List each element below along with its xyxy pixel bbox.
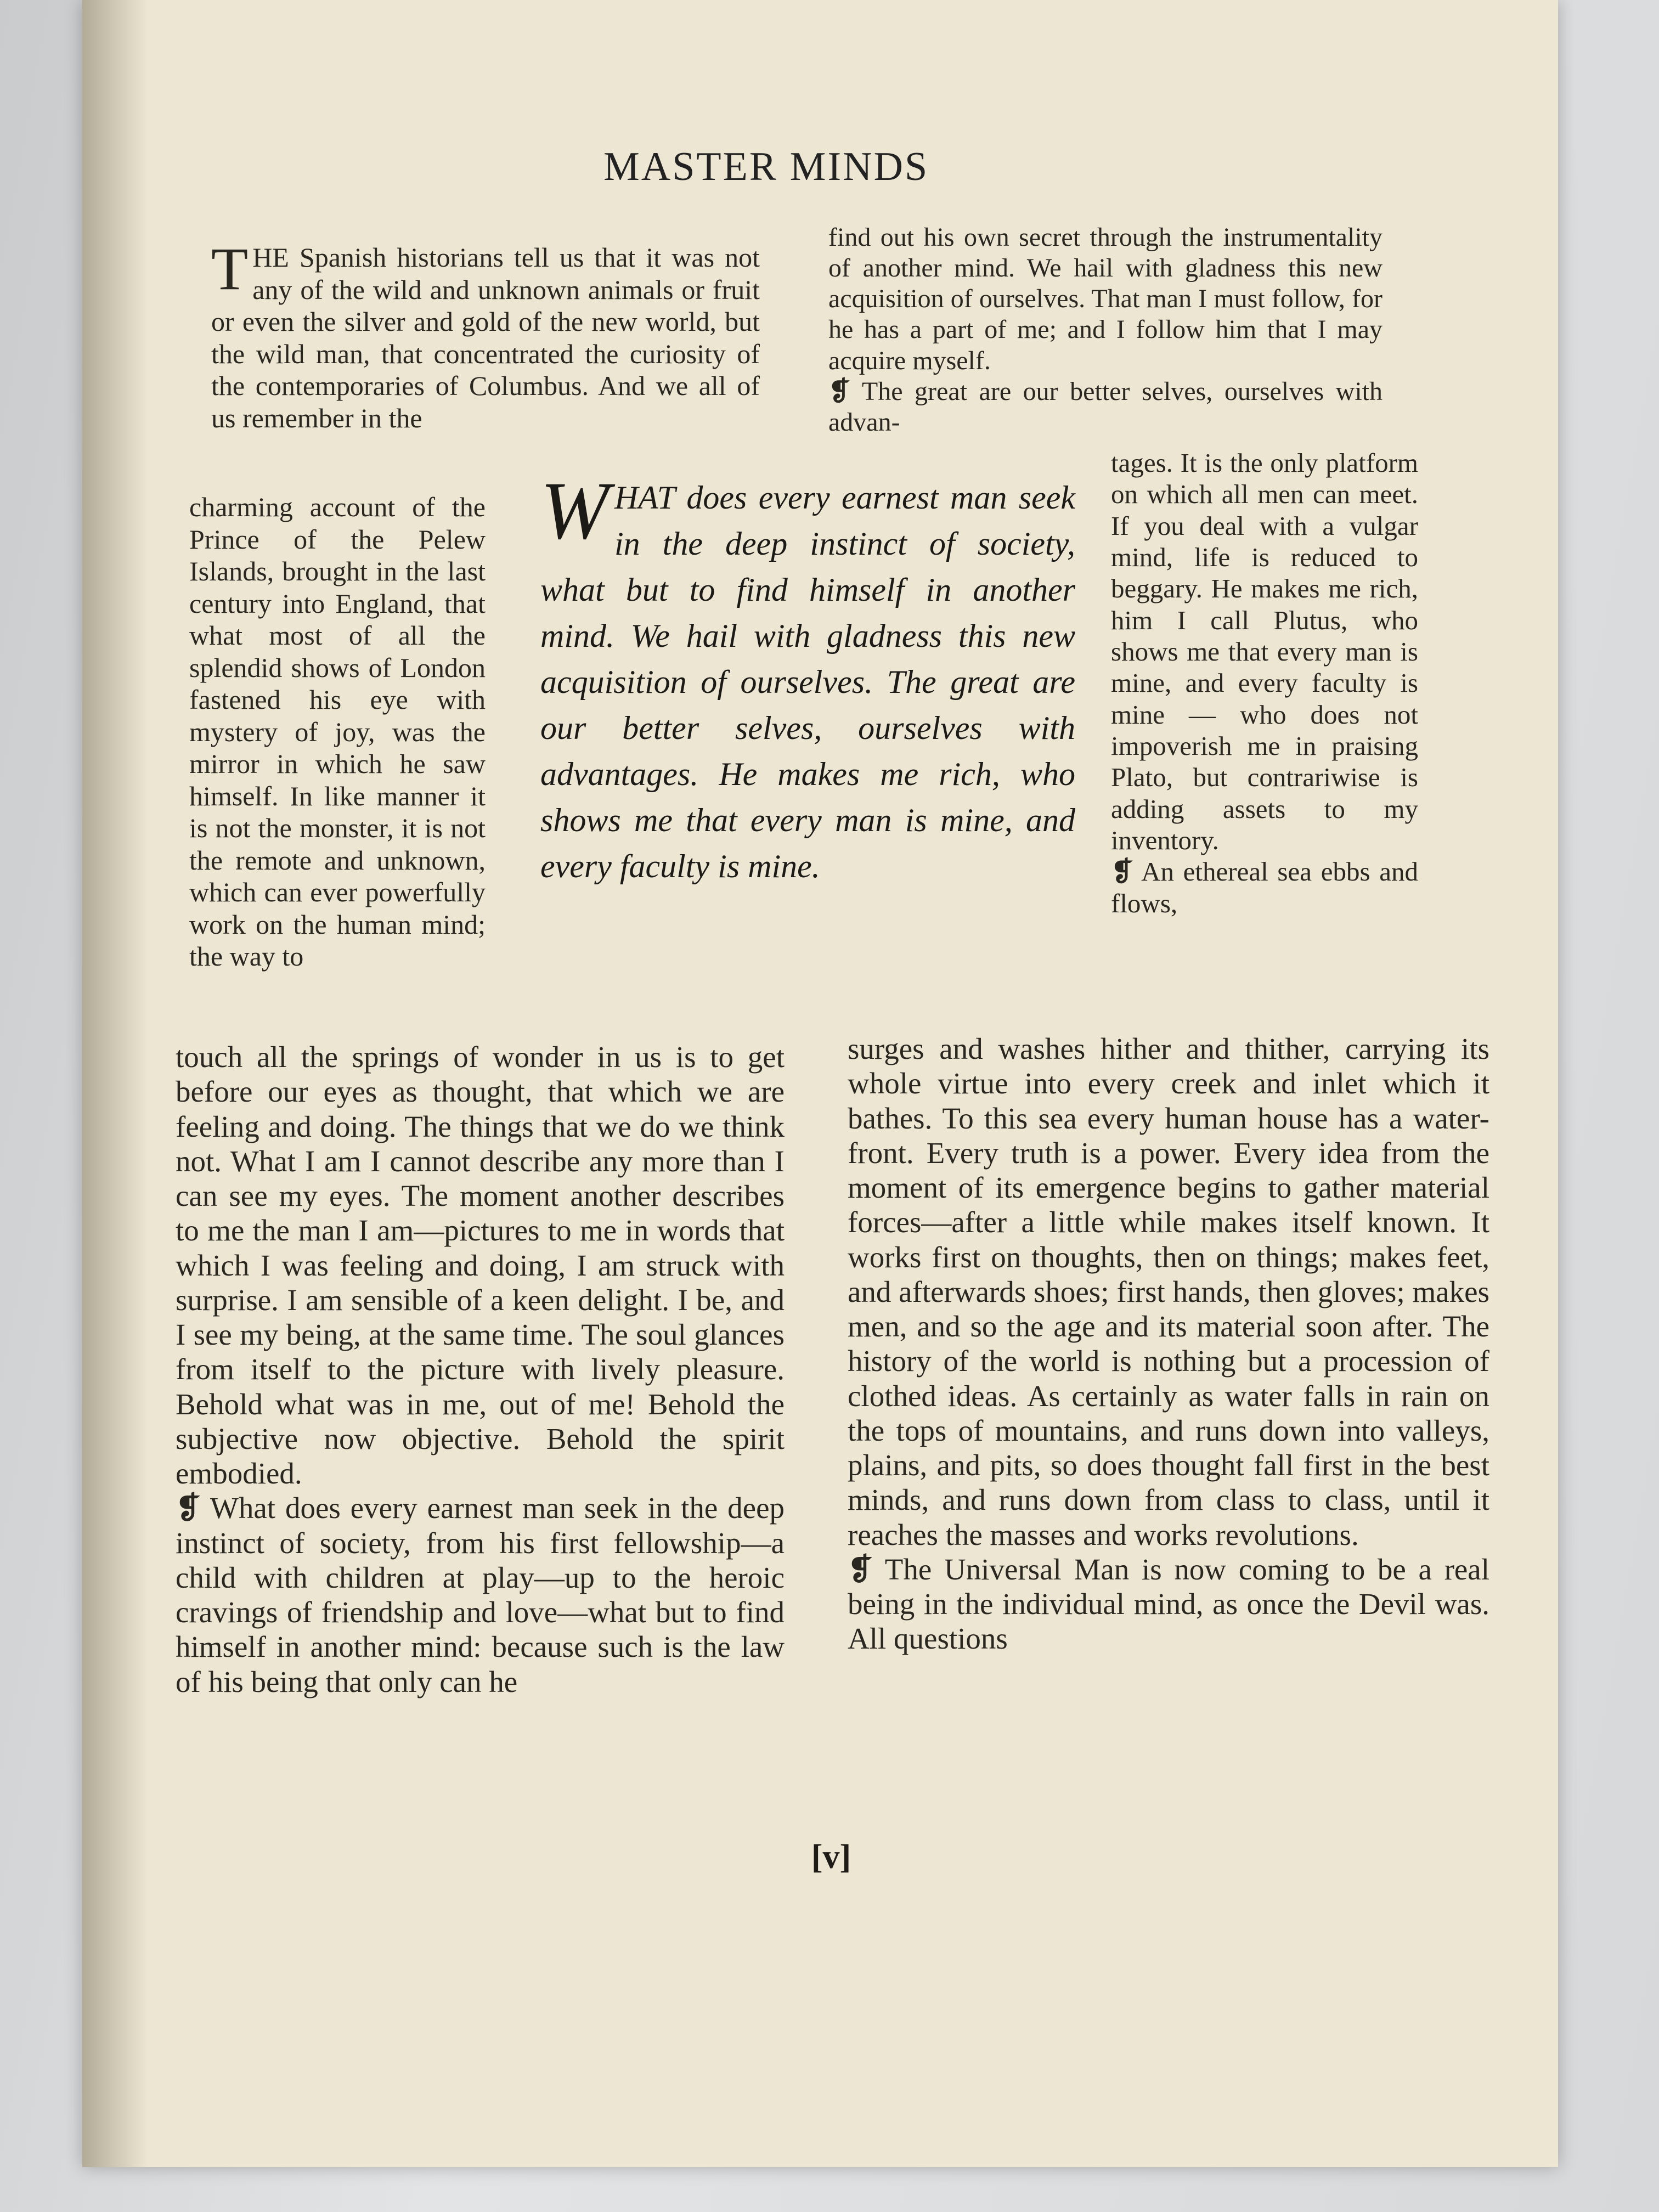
paragraph-text: charming account of the Prince of the Pelew Islands, brought in the last century into England, that what most of all the splendid shows of London fastened his eye with mystery of joy, was the mirror in which he saw himself. In like manner it is not the monster, it is not the remote and unknown, which can ever powerfully work on the human mind; the way to [189,492,486,972]
page-number: [v] [811,1838,851,1876]
paragraph-text: The Universal Man is now coming to be a real being in the individual mind, as once the Devil was. All questions [848,1552,1490,1656]
column-top-left [211,235,760,434]
pull-quote-text: HAT does every earnest man seek in the deep instinct of society, what but to find himself in another mind. We hail with gladness this new acquisition of ourselves. The great are our better selves, ourselves with advantages. He makes me rich, who shows me that every man is mine, and every faculty is mine. [540,479,1075,884]
page-title: MASTER MINDS [603,144,929,189]
column-mid-left [189,491,486,973]
paragraph-mark-icon: ❡ [176,1491,201,1525]
paragraph-text: The great are our better selves, ourselves with advan- [828,376,1383,437]
pull-quote [540,465,1075,889]
paragraph-mark-icon: ❡ [1111,856,1134,887]
column-bottom-right [848,1031,1489,1656]
gutter-shadow [82,0,148,2167]
paragraph-text: tages. It is the only platform on which all men can meet. If you deal with a vulgar mind, life is reduced to beggary. He makes me rich, him I call Plutus, who shows me that every man is mine, and every faculty is mine — who does not impoverish me in praising Plato, but contrariwise is adding assets to my inventory. [1111,448,1418,855]
pull-quote-drop-cap: W [540,465,609,556]
paragraph-text: HE Spanish historians tell us that it was not any of the wild and unknown animals or fruit or even the silver and gold of the new world, but the wild man, that concentrated the curiosity of the contemporaries of Columbus. And we all of us remember in the [211,242,760,433]
column-mid-right [1111,447,1418,919]
paragraph-text: touch all the springs of wonder in us is to get before our eyes as thought, that which we are feeling and doing. The things that we do we think not. What I am I cannot describe any more than I can see my eyes. The moment another describes to me the man I am—pictures to me in words that which I was feeling and doing, I am struck with surprise. I am sensible of a keen delight. I be, and I see my being, at the same time. The soul glances from itself to the picture with lively pleasure. Behold what was in me, out of me! Behold the subjective now objective. Behold the spirit embodied. [176,1040,785,1490]
drop-cap: T [211,235,249,302]
paragraph-mark-icon: ❡ [828,376,851,406]
column-bottom-left [176,1040,785,1699]
paragraph-text: What does every earnest man seek in the deep instinct of society, from his first fellowship—a child with children at play—up to the heroic cravings of friendship and love—what but to find himself in another mind: because such is the law of his being that only can he [176,1491,785,1699]
paragraph-text: surges and washes hither and thither, carrying its whole virtue into every creek and inlet which it bathes. To this sea every human house has a water-front. Every truth is a power. Every idea from the moment of its emergence begins to gather material forces—after a little while makes itself known. It works first on thoughts, then on things; makes feet, and afterwards shoes; first hands, then gloves; makes men, and so the age and its material soon after. The history of the world is nothing but a procession of clothed ideas. As certainly as water falls in rain on the tops of mountains, and runs down into valleys, plains, and pits, so does thought fall first in the best minds, and runs down from class to class, until it reaches the masses and works revolutions. [848,1032,1489,1551]
paragraph-text: An ethereal sea ebbs and flows, [1111,856,1418,918]
paragraph-text: find out his own secret through the instrumentality of another mind. We hail with gladness this new acquisition of ourselves. That man I must follow, for he has a part of me; and I follow him that I may acquire myself. [828,223,1383,375]
column-top-right [828,222,1383,438]
paragraph-mark-icon: ❡ [848,1552,873,1586]
